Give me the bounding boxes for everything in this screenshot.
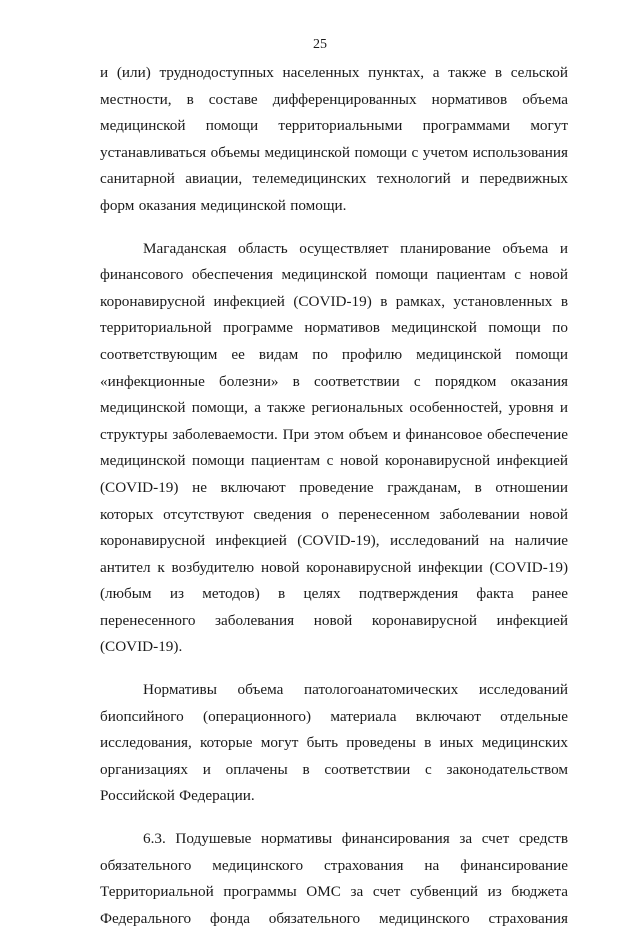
document-body — [100, 60, 568, 932]
paragraph-per-capita-standards: 6.3. Подушевые нормативы финансирования за счет средств обязательного медицинского страхования на финансирование Территориальной программы ОМС за счет субвенций из бюджета Федерального фонда обязательного медицинского страхования — [100, 830, 568, 927]
paragraph-covid-planning: Магаданская область осуществляет планирование объема и финансового обеспечения медицинской помощи пациентам с новой коронавирусной инфекцией (COVID-19) в рамках, установленных в территориальной программе нормативов медицинской помощи по соответствующим ее видам по профилю медицинской помощи «инфекционные болезни» в соответствии с порядком оказания медицинской помощи, а также региональных особенностей, уровня и структуры заболеваемости. При этом объем и финансовое обеспечение медицинской помощи пациентам с новой коронавирусной инфекцией (COVID-19) не включают проведение гражданам, в отношении которых отсутствуют сведения о перенесенном заболевании новой коронавирусной инфекцией (COVID-19), исследований на наличие антител к возбудителю новой коронавирусной инфекции (COVID-19) (любым из методов) в целях подтверждения факта ранее перенесенного заболевания новой коронавирусной инфекцией (COVID-19). — [100, 239, 568, 656]
paragraph-remote-areas: и (или) труднодоступных населенных пунктах, а также в сельской местности, в составе дифференцированных нормативов объема медицинской помощи территориальными программами могут устанавливаться объемы медицинской помощи с учетом использования санитарной авиации, телемедицинских технологий и передвижных форм оказания медицинской помощи. — [100, 64, 568, 214]
page-number: 25 — [313, 37, 327, 52]
paragraph-pathology-standards: Нормативы объема патологоанатомических исследований биопсийного (операционного) материала включают отдельные исследования, которые могут быть проведены в иных медицинских организациях и оплачены в соответствии с законодательством Российской Федерации. — [100, 681, 568, 805]
